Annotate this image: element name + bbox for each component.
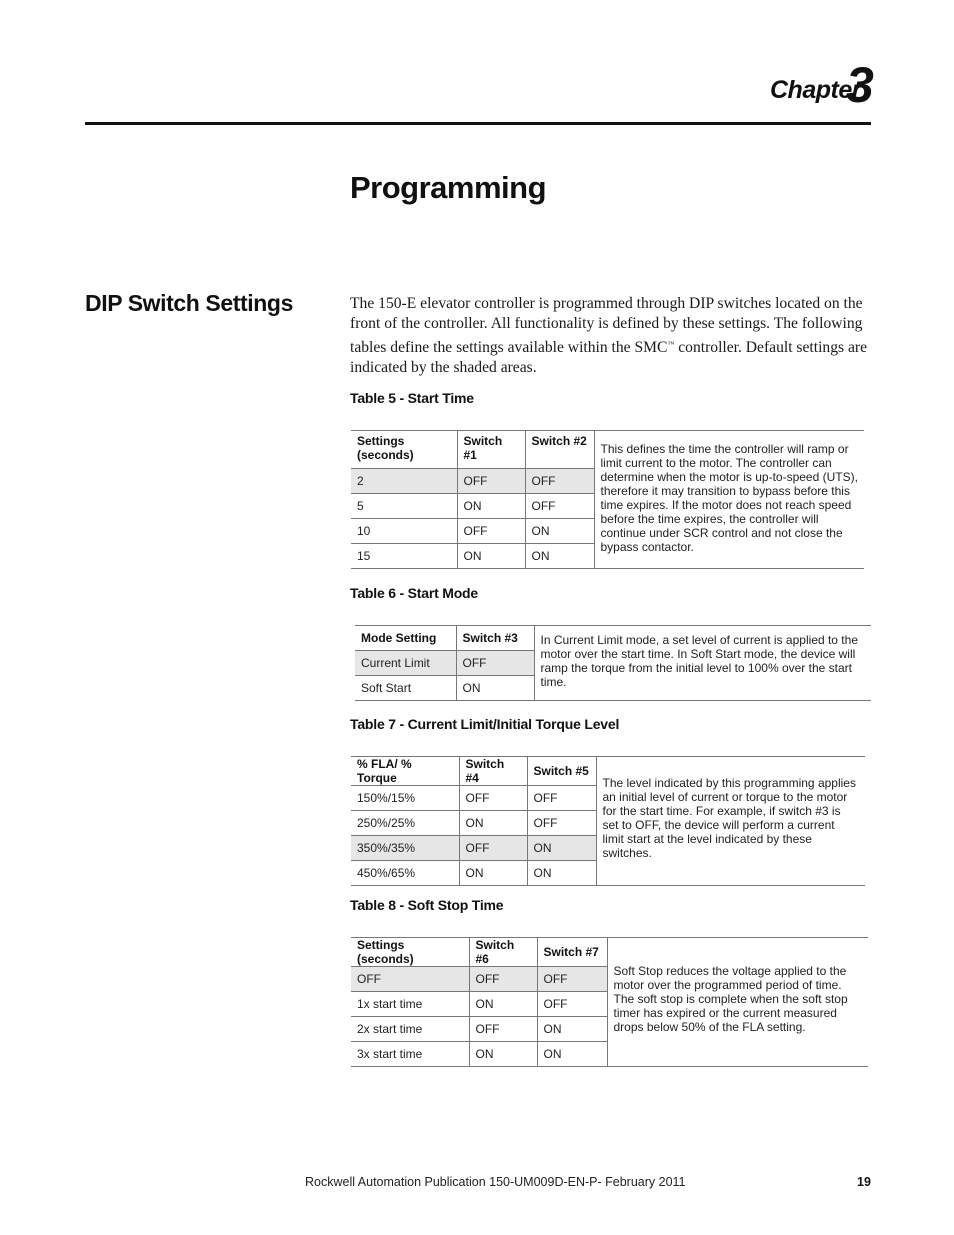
table-cell: ON — [456, 676, 534, 701]
table-header-cell: Switch #6 — [469, 938, 537, 967]
table-cell: OFF — [537, 992, 607, 1017]
table-header-cell: Switch #3 — [456, 626, 534, 651]
table-cell: 250%/25% — [351, 811, 459, 836]
table-header-cell: Mode Setting — [355, 626, 456, 651]
table-cell: 1x start time — [351, 992, 469, 1017]
table-caption: Table 5 - Start Time — [350, 390, 474, 406]
table-cell: 5 — [351, 494, 457, 519]
table-header-cell: % FLA/ % Torque — [351, 757, 459, 786]
table-header-cell: Switch #4 — [459, 757, 527, 786]
table-cell: ON — [527, 861, 596, 886]
table-caption: Table 8 - Soft Stop Time — [350, 897, 504, 913]
table-cell: OFF — [457, 469, 525, 494]
table-cell: 450%/65% — [351, 861, 459, 886]
table-cell: 10 — [351, 519, 457, 544]
table-cell: OFF — [469, 967, 537, 992]
table-cell: 2x start time — [351, 1017, 469, 1042]
table-description: Soft Stop reduces the voltage applied to the motor over the programmed period of time. The soft stop is complete when the soft stop timer has expired or the current measured drops below 50% of the FLA setting. — [607, 938, 868, 1067]
table-header-cell: Switch #2 — [525, 431, 594, 469]
table-description: The level indicated by this programming applies an initial level of current or torque to the motor for the start time. For example, if switch #3 is set to OFF, the device will perform a current limit start at the level indicated by these switches. — [596, 757, 865, 886]
trademark-symbol: ™ — [667, 340, 675, 348]
table-cell: Soft Start — [355, 676, 456, 701]
table-cell: OFF — [525, 494, 594, 519]
table-cell: 150%/15% — [351, 786, 459, 811]
table-description: This defines the time the controller will ramp or limit current to the motor. The controller can determine when the motor is up-to-speed (UTS), therefore it may transition to bypass before this time expires. If the motor does not reach speed before the time expires, the controller will continue under SCR control and not close the bypass contactor. — [594, 431, 864, 569]
soft-stop-table — [351, 937, 868, 1067]
table-cell: ON — [525, 519, 594, 544]
intro-text-part2: controller. Default settings are indicated by the shaded areas. — [350, 339, 868, 377]
footer-publication: Rockwell Automation Publication 150-UM009D-EN-P- February 2011 — [305, 1175, 686, 1189]
table-header-cell: Settings (seconds) — [351, 938, 469, 967]
table-description: In Current Limit mode, a set level of current is applied to the motor over the start time. In Soft Start mode, the device will ramp the torque from the initial level to 100% over the start time. — [534, 626, 871, 701]
table-cell: ON — [527, 836, 596, 861]
header-rule — [85, 122, 871, 125]
table-header-cell: Switch #1 — [457, 431, 525, 469]
table-cell: ON — [469, 992, 537, 1017]
page-number: 19 — [857, 1175, 871, 1189]
table-cell: ON — [457, 494, 525, 519]
table-cell: OFF — [459, 786, 527, 811]
table-cell: OFF — [525, 469, 594, 494]
start-mode-table — [355, 625, 871, 701]
table-caption: Table 7 - Current Limit/Initial Torque Level — [350, 716, 620, 732]
table-cell: OFF — [527, 811, 596, 836]
table-caption: Table 6 - Start Mode — [350, 585, 478, 601]
table-cell: OFF — [456, 651, 534, 676]
current-limit-table — [351, 756, 865, 886]
table-cell: ON — [459, 861, 527, 886]
table-cell: OFF — [537, 967, 607, 992]
table-cell: OFF — [527, 786, 596, 811]
section-title: DIP Switch Settings — [85, 290, 293, 316]
intro-text-part1: The 150-E elevator controller is programmed through DIP switches located on the front of the controller. All functionality is defined by these settings. The following tables define the settings available within the SMC — [350, 295, 863, 357]
table-cell: Current Limit — [355, 651, 456, 676]
table-cell: ON — [457, 544, 525, 569]
table-cell: 2 — [351, 469, 457, 494]
table-cell: ON — [469, 1042, 537, 1067]
table-cell: OFF — [469, 1017, 537, 1042]
intro-paragraph — [350, 294, 875, 378]
start-time-table — [351, 430, 864, 569]
table-header-cell: Settings (seconds) — [351, 431, 457, 469]
table-header-cell: Switch #7 — [537, 938, 607, 967]
chapter-label: Chapter — [770, 76, 861, 104]
table-cell: OFF — [459, 836, 527, 861]
table-cell: OFF — [457, 519, 525, 544]
page-title: Programming — [350, 170, 547, 205]
table-cell: 15 — [351, 544, 457, 569]
table-cell: ON — [537, 1042, 607, 1067]
table-cell: ON — [525, 544, 594, 569]
table-cell: OFF — [351, 967, 469, 992]
table-cell: 3x start time — [351, 1042, 469, 1067]
table-cell: ON — [537, 1017, 607, 1042]
table-header-cell: Switch #5 — [527, 757, 596, 786]
table-cell: ON — [459, 811, 527, 836]
table-cell: 350%/35% — [351, 836, 459, 861]
chapter-number: 3 — [846, 57, 874, 113]
